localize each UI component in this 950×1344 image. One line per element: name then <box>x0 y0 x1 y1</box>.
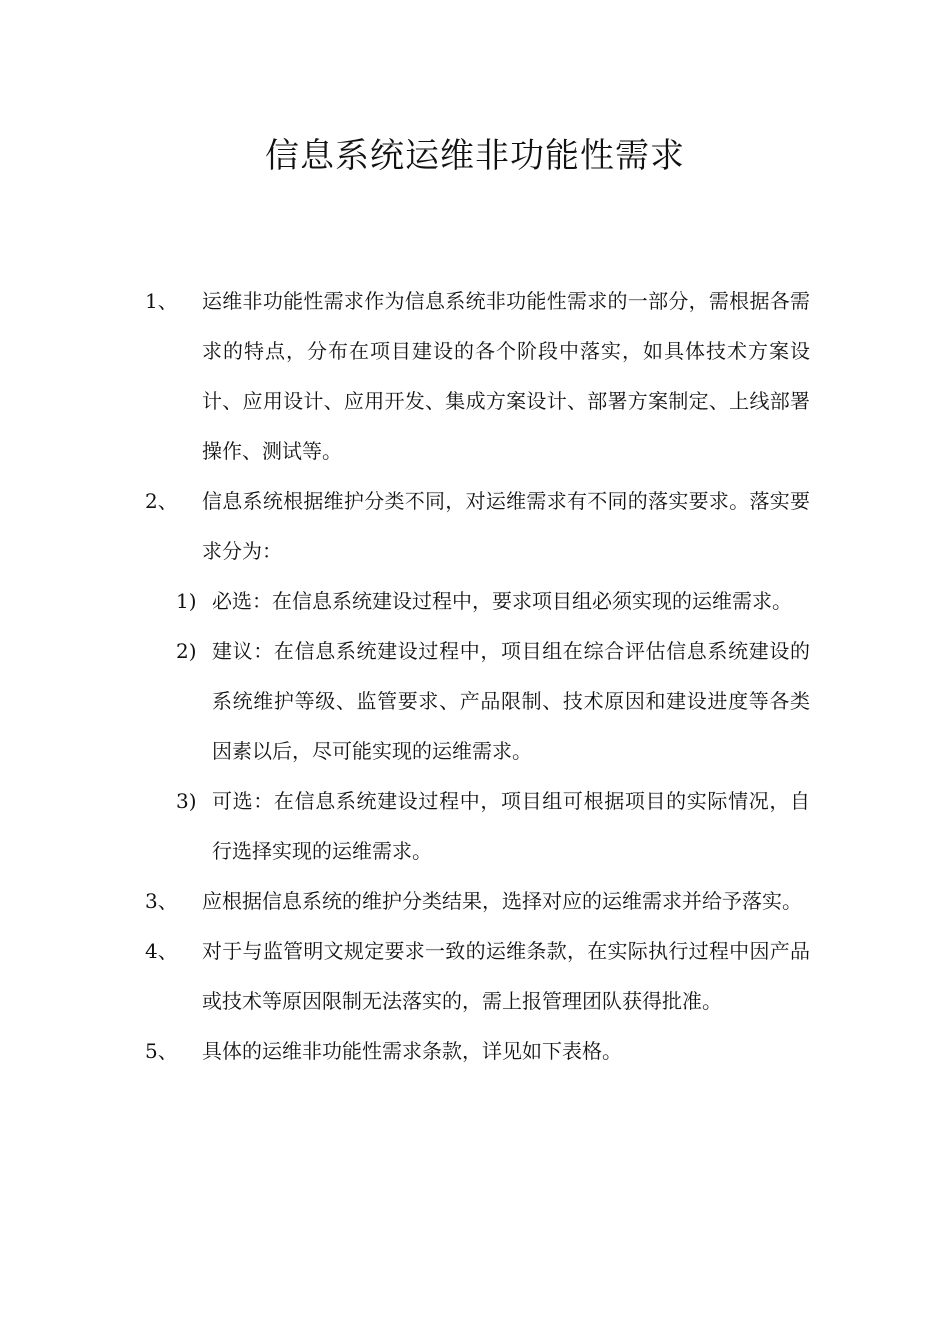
sub-item-number: 3) <box>176 789 197 813</box>
list-item-4 <box>0 926 950 1026</box>
list-item-3 <box>0 876 950 926</box>
list-item-number: 1、 <box>145 289 178 313</box>
list-item-text: 信息系统根据维护分类不同，对运维需求有不同的落实要求。落实要求分为： <box>202 489 810 563</box>
sub-item-2 <box>0 626 950 776</box>
list-item-text: 对于与监管明文规定要求一致的运维条款，在实际执行过程中因产品或技术等原因限制无法落实的，需上报管理团队获得批准。 <box>202 939 810 1013</box>
list-item-number: 5、 <box>145 1039 178 1063</box>
list-item-5 <box>0 1026 950 1076</box>
list-item-number: 2、 <box>145 489 178 513</box>
list-item-text: 应根据信息系统的维护分类结果，选择对应的运维需求并给予落实。 <box>202 889 802 913</box>
sub-item-1 <box>0 576 950 626</box>
sub-item-number: 2) <box>176 639 197 663</box>
requirements-list <box>0 276 950 1076</box>
list-item-number: 4、 <box>145 939 178 963</box>
sub-item-text: 建议：在信息系统建设过程中，项目组在综合评估信息系统建设的系统维护等级、监管要求、产品限制、技术原因和建设进度等各类因素以后，尽可能实现的运维需求。 <box>212 639 810 763</box>
list-item-number: 3、 <box>145 889 178 913</box>
sub-item-number: 1) <box>176 589 197 613</box>
list-item-text: 具体的运维非功能性需求条款，详见如下表格。 <box>202 1039 622 1063</box>
sub-item-3 <box>0 776 950 876</box>
sub-item-text: 可选：在信息系统建设过程中，项目组可根据项目的实际情况，自行选择实现的运维需求。 <box>212 789 810 863</box>
document-title: 信息系统运维非功能性需求 <box>265 136 685 176</box>
list-item-1 <box>0 276 950 476</box>
list-item-2 <box>0 476 950 576</box>
sub-item-text: 必选：在信息系统建设过程中，要求项目组必须实现的运维需求。 <box>212 589 792 613</box>
list-item-text: 运维非功能性需求作为信息系统非功能性需求的一部分，需根据各需求的特点，分布在项目建设的各个阶段中落实，如具体技术方案设计、应用设计、应用开发、集成方案设计、部署方案制定、上线部署操作、测试等。 <box>202 289 810 463</box>
